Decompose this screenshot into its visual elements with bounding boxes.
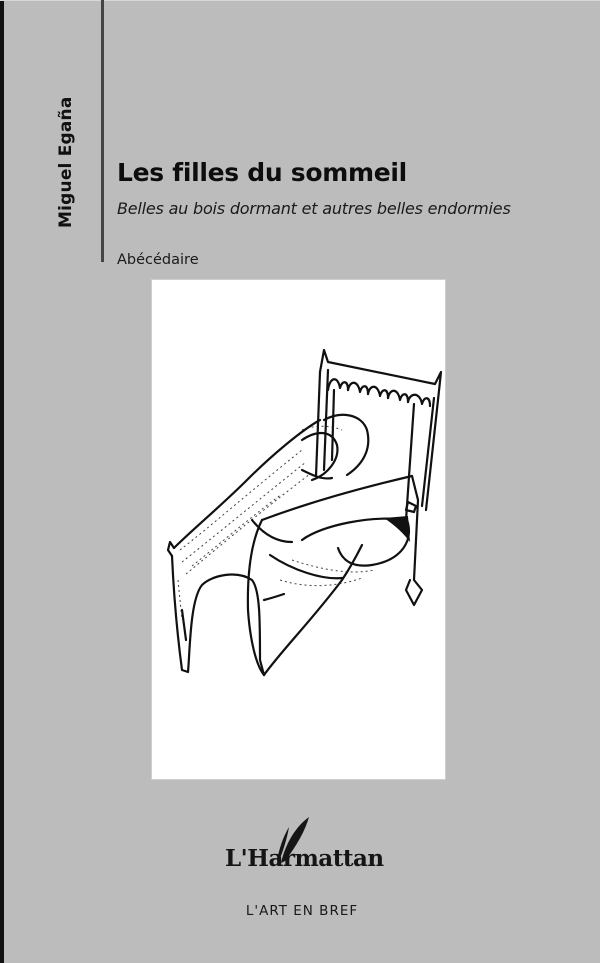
author-name: Miguel Egaña [56, 96, 76, 228]
book-subtitle: Belles au bois dormant et autres belles endormies [117, 199, 511, 218]
book-title: Les filles du sommeil [117, 158, 407, 187]
publisher-logo [225, 815, 385, 875]
book-genre: Abécédaire [117, 252, 199, 268]
illustration-panel [152, 280, 445, 779]
spine-divider-line [101, 0, 104, 262]
cover-top-edge [0, 0, 600, 1]
collection-name [0, 903, 600, 919]
cover-left-edge [0, 0, 4, 963]
sleeping-woman-bed-illustration [152, 280, 445, 779]
publisher-name: L'Harmattan [225, 845, 384, 872]
collection-label: L'ART EN BREF [245, 903, 359, 919]
